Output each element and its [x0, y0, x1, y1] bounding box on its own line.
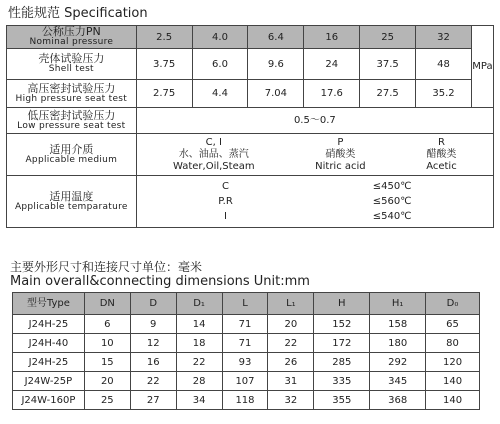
d-cell: 9 — [130, 315, 176, 334]
d-cell: 27 — [130, 391, 176, 410]
d1-cell: 28 — [176, 372, 222, 391]
medium-p: P 硝酸类 Nitric acid — [315, 136, 366, 172]
d0-cell: 140 — [426, 391, 480, 410]
d0-cell: 140 — [426, 372, 480, 391]
type-cell: J24H-25 — [13, 353, 85, 372]
l1-cell: 26 — [268, 353, 314, 372]
dims-title-cn: 主要外形尺寸和连接尺寸单位：毫米 — [10, 260, 203, 274]
dims-header: H₁ — [370, 293, 426, 315]
d1-cell: 22 — [176, 353, 222, 372]
d0-cell: 80 — [426, 334, 480, 353]
medium-label: 适用介质 Applicable medium — [7, 134, 137, 176]
d1-cell: 18 — [176, 334, 222, 353]
h1-cell: 368 — [370, 391, 426, 410]
d1-cell: 14 — [176, 315, 222, 334]
dims-table — [12, 292, 480, 410]
d0-cell: 120 — [426, 353, 480, 372]
high-value: 17.6 — [304, 80, 360, 108]
medium-c: C, I 水、油品、蒸汽 Water,Oil,Steam — [172, 136, 255, 172]
high-value: 2.75 — [136, 80, 192, 108]
dims-title-en: Main overall&connecting dimensions Unit:mm — [10, 274, 310, 289]
dims-header: DN — [84, 293, 130, 315]
type-cell: J24H-40 — [13, 334, 85, 353]
shell-value: 24 — [304, 49, 360, 80]
temperature-label: 适用温度 Applicable temparature — [7, 176, 137, 228]
high-value: 4.4 — [192, 80, 248, 108]
h-cell: 335 — [314, 372, 370, 391]
l1-cell: 32 — [268, 391, 314, 410]
dn-cell: 10 — [84, 334, 130, 353]
dn-cell: 20 — [84, 372, 130, 391]
d-cell: 22 — [130, 372, 176, 391]
d-cell: 16 — [130, 353, 176, 372]
high-value: 27.5 — [360, 80, 416, 108]
high-pressure-label: 高压密封试验压力 High pressure seat test — [7, 80, 137, 108]
h-cell: 152 — [314, 315, 370, 334]
table-row — [13, 334, 480, 353]
medium-r: R 醋酸类 Acetic — [426, 136, 457, 172]
type-cell: J24W-25P — [13, 372, 85, 391]
dims-header: D₁ — [176, 293, 222, 315]
dn-cell: 25 — [84, 391, 130, 410]
l1-cell: 20 — [268, 315, 314, 334]
dims-header: 型号Type — [13, 293, 85, 315]
shell-value: 48 — [416, 49, 472, 80]
d1-cell: 34 — [176, 391, 222, 410]
pn-value: 16 — [304, 26, 360, 49]
l1-cell: 31 — [268, 372, 314, 391]
shell-value: 6.0 — [192, 49, 248, 80]
dims-header: D₀ — [426, 293, 480, 315]
temperature-values — [136, 176, 493, 228]
d0-cell: 65 — [426, 315, 480, 334]
spec-table — [6, 25, 494, 228]
spec-title: 性能规范 Specification — [8, 6, 148, 21]
l1-cell: 22 — [268, 334, 314, 353]
table-row — [13, 353, 480, 372]
table-row — [13, 372, 480, 391]
h-cell: 355 — [314, 391, 370, 410]
pn-header: 公称压力PN Nominal pressure — [7, 26, 137, 49]
pn-value: 2.5 — [136, 26, 192, 49]
pn-value: 4.0 — [192, 26, 248, 49]
dn-cell: 6 — [84, 315, 130, 334]
table-row — [13, 315, 480, 334]
dims-header: L — [222, 293, 268, 315]
high-value: 35.2 — [416, 80, 472, 108]
pn-value: 32 — [416, 26, 472, 49]
shell-value: 37.5 — [360, 49, 416, 80]
d-cell: 12 — [130, 334, 176, 353]
l-cell: 93 — [222, 353, 268, 372]
type-cell: J24W-160P — [13, 391, 85, 410]
table-row — [13, 391, 480, 410]
dn-cell: 15 — [84, 353, 130, 372]
pn-value: 6.4 — [248, 26, 304, 49]
unit-cell: MPa — [471, 26, 493, 108]
high-value: 7.04 — [248, 80, 304, 108]
dims-header: D — [130, 293, 176, 315]
h-cell: 285 — [314, 353, 370, 372]
pn-value: 25 — [360, 26, 416, 49]
dims-header: L₁ — [268, 293, 314, 315]
dims-header: H — [314, 293, 370, 315]
l-cell: 107 — [222, 372, 268, 391]
l-cell: 71 — [222, 315, 268, 334]
shell-value: 3.75 — [136, 49, 192, 80]
h1-cell: 180 — [370, 334, 426, 353]
h1-cell: 345 — [370, 372, 426, 391]
h1-cell: 158 — [370, 315, 426, 334]
temp-codes: C P.R I — [218, 181, 233, 222]
h-cell: 172 — [314, 334, 370, 353]
h1-cell: 292 — [370, 353, 426, 372]
l-cell: 118 — [222, 391, 268, 410]
l-cell: 71 — [222, 334, 268, 353]
temp-ranges: ≤450℃ ≤560℃ ≤540℃ — [372, 181, 412, 222]
shell-value: 9.6 — [248, 49, 304, 80]
low-pressure-label: 低压密封试验压力 Low pressure seat test — [7, 108, 137, 134]
shell-label: 壳体试验压力 Shell test — [7, 49, 137, 80]
low-pressure-value: 0.5～0.7 — [136, 108, 493, 134]
type-cell: J24H-25 — [13, 315, 85, 334]
medium-values — [136, 134, 493, 176]
